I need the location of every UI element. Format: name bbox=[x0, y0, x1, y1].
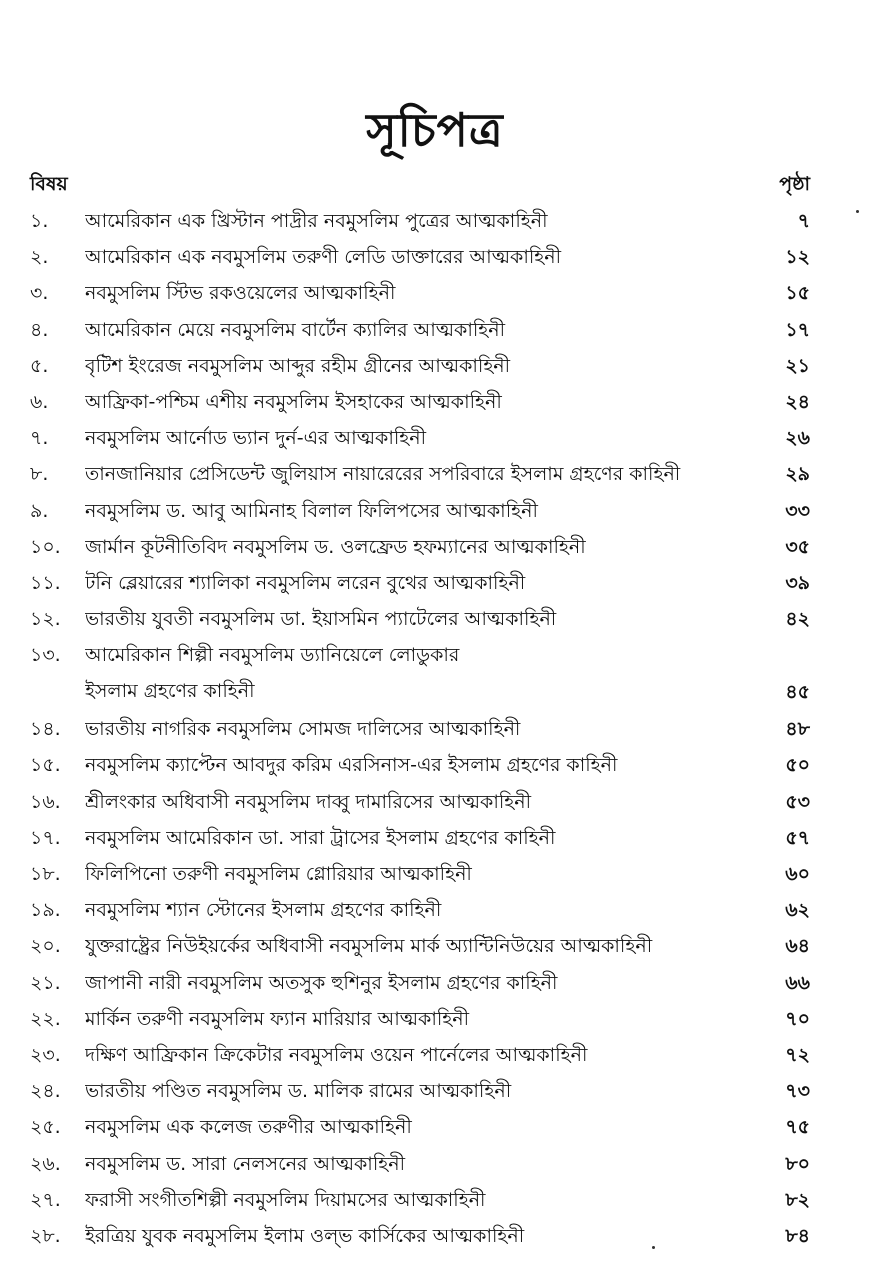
toc-entry bbox=[30, 565, 810, 601]
entry-title bbox=[85, 747, 755, 783]
entry-title-line: যুক্তরাষ্ট্রের নিউইয়র্কের অধিবাসী নবমুসলিম মার্ক অ্যান্টিনিউয়ের আত্মকাহিনী bbox=[85, 935, 653, 958]
entry-title-line: জাপানী নারী নবমুসলিম অতসুক হুশিনুর ইসলাম গ্রহণের কাহিনী bbox=[85, 971, 558, 994]
entry-page-number: ৫০ bbox=[785, 754, 810, 777]
toc-entry bbox=[30, 348, 810, 384]
entry-title bbox=[85, 965, 755, 1001]
toc-entry bbox=[30, 892, 810, 928]
entry-number: ২৫. bbox=[30, 1116, 61, 1139]
toc-entry bbox=[30, 493, 810, 529]
entry-title bbox=[85, 1182, 755, 1218]
entry-number: ১১. bbox=[30, 571, 61, 594]
toc-entry bbox=[30, 529, 810, 565]
entry-title-line: ভারতীয় নাগরিক নবমুসলিম সোমজ দালিসের আত্মকাহিনী bbox=[85, 718, 521, 741]
entry-title-line: ফরাসী সংগীতশিল্পী নবমুসলিম দিয়ামসের আত্মকাহিনী bbox=[85, 1188, 486, 1211]
entry-title bbox=[85, 711, 755, 747]
entry-page-number: ৪৫ bbox=[785, 681, 810, 704]
entry-title-line: ফিলিপিনো তরুণী নবমুসলিম গ্লোরিয়ার আত্মকাহিনী bbox=[85, 863, 472, 885]
subject-column-label: বিষয় bbox=[30, 173, 68, 195]
entry-number: ৮. bbox=[30, 463, 49, 486]
entry-page-number: ৫৭ bbox=[785, 826, 810, 849]
toc-entry bbox=[30, 784, 810, 820]
entry-number: ১৭. bbox=[30, 826, 61, 849]
toc-entry bbox=[30, 239, 810, 275]
page-column-label: পৃষ্ঠা bbox=[779, 173, 810, 195]
entry-page-number: ৭২ bbox=[785, 1043, 810, 1066]
entry-title bbox=[85, 856, 755, 892]
toc-header bbox=[30, 170, 810, 202]
entry-title bbox=[85, 1146, 755, 1182]
toc-entry bbox=[30, 1218, 810, 1254]
entry-title bbox=[85, 892, 755, 928]
entry-page-number: ৬২ bbox=[785, 899, 810, 922]
entry-number: ৪. bbox=[30, 318, 49, 341]
entry-title bbox=[85, 1109, 755, 1145]
entry-page-number: ৬৪ bbox=[785, 935, 810, 958]
entry-number: ২৭. bbox=[30, 1188, 61, 1211]
toc-entry bbox=[30, 203, 810, 239]
entry-number: ২৩. bbox=[30, 1043, 61, 1066]
entry-title bbox=[85, 239, 755, 275]
entry-number: ৭. bbox=[30, 427, 49, 450]
entry-title-line: নবমুসলিম আমেরিকান ডা. সারা ট্রাসের ইসলাম গ্রহণের কাহিনী bbox=[85, 826, 556, 849]
toc-entry bbox=[30, 275, 810, 311]
scan-speck bbox=[652, 1246, 655, 1249]
entry-page-number: ৩৫ bbox=[785, 535, 810, 558]
toc-entry bbox=[30, 1182, 810, 1218]
entry-page-number: ৬০ bbox=[785, 863, 810, 885]
entry-title bbox=[85, 928, 755, 964]
entry-title-line: আমেরিকান এক নবমুসলিম তরুণী লেডি ডাক্তারের আত্মকাহিনী bbox=[85, 246, 562, 269]
entry-title-line: জার্মান কূটনীতিবিদ নবমুসলিম ড. ওলফ্রেড হফম্যানের আত্মকাহিনী bbox=[85, 535, 586, 558]
toc-entry bbox=[30, 1037, 810, 1073]
entry-title-line: নবমুসলিম ড. আবু আমিনাহ বিলাল ফিলিপসের আত্মকাহিনী bbox=[85, 499, 538, 522]
entry-title-line: নবমুসলিম এক কলেজ তরুণীর আত্মকাহিনী bbox=[85, 1116, 412, 1139]
entry-title bbox=[85, 529, 755, 565]
entry-number: ১৪. bbox=[30, 718, 61, 741]
toc-entry bbox=[30, 420, 810, 456]
entry-number: ৫. bbox=[30, 354, 49, 377]
entry-page-number: ৮২ bbox=[785, 1188, 810, 1211]
entry-title bbox=[85, 384, 755, 420]
entry-title bbox=[85, 456, 755, 492]
entry-page-number: ৮০ bbox=[785, 1152, 810, 1175]
entry-page-number: ৭৫ bbox=[785, 1116, 810, 1139]
entry-page-number: ৪২ bbox=[785, 608, 810, 631]
entry-title-line: দক্ষিণ আফ্রিকান ক্রিকেটার নবমুসলিম ওয়েন পার্নেলের আত্মকাহিনী bbox=[85, 1043, 588, 1066]
toc-entry bbox=[30, 456, 810, 492]
toc-entry bbox=[30, 856, 810, 892]
entry-page-number: ৭০ bbox=[785, 1007, 810, 1030]
entry-title-line: তানজানিয়ার প্রেসিডেন্ট জুলিয়াস নায়ারেরের সপরিবারে ইসলাম গ্রহণের কাহিনী bbox=[85, 463, 681, 486]
entry-page-number: ২১ bbox=[785, 354, 810, 377]
entry-title-line: আমেরিকান শিল্পী নবমুসলিম ড্যানিয়েলে লোডুকার bbox=[85, 644, 460, 667]
toc-entry bbox=[30, 965, 810, 1001]
table-of-contents bbox=[30, 203, 810, 1254]
entry-number: ২২. bbox=[30, 1007, 61, 1030]
entry-title-line: নবমুসলিম ক্যাপ্টেন আবদুর করিম এরসিনাস-এর ইসলাম গ্রহণের কাহিনী bbox=[85, 754, 618, 777]
entry-page-number: ৪৮ bbox=[785, 718, 810, 741]
entry-title-line: নবমুসলিম স্টিভ রকওয়েলের আত্মকাহিনী bbox=[85, 282, 396, 305]
entry-number: ২৪. bbox=[30, 1080, 61, 1103]
entry-title-line: নবমুসলিম ড. সারা নেলসনের আত্মকাহিনী bbox=[85, 1152, 406, 1175]
entry-number: ২১. bbox=[30, 971, 61, 994]
toc-entry bbox=[30, 711, 810, 747]
entry-title-line: ভারতীয় যুবতী নবমুসলিম ডা. ইয়াসমিন প্যাটেলের আত্মকাহিনী bbox=[85, 608, 557, 631]
entry-page-number: ২৬ bbox=[785, 427, 810, 450]
entry-page-number: ৬৬ bbox=[785, 971, 810, 994]
entry-number: ১০. bbox=[30, 535, 61, 558]
entry-page-number: ১২ bbox=[785, 246, 810, 269]
entry-page-number: ৭৩ bbox=[785, 1080, 810, 1103]
toc-entry bbox=[30, 312, 810, 348]
toc-entry bbox=[30, 1001, 810, 1037]
entry-title bbox=[85, 637, 755, 709]
entry-title bbox=[85, 493, 755, 529]
entry-title-line: বৃটিশ ইংরেজ নবমুসলিম আব্দুর রহীম গ্রীনের আত্মকাহিনী bbox=[85, 354, 511, 377]
entry-title-line: টনি ব্লেয়ারের শ্যালিকা নবমুসলিম লরেন বুথের আত্মকাহিনী bbox=[85, 571, 526, 594]
entry-number: ১৯. bbox=[30, 899, 61, 922]
entry-number: ৯. bbox=[30, 499, 49, 522]
entry-number: ৬. bbox=[30, 390, 49, 413]
entry-page-number: ১৫ bbox=[785, 282, 810, 305]
entry-title-line: ইরত্রিয় যুবক নবমুসলিম ইলাম ওল্ভ কার্সিকের আত্মকাহিনী bbox=[85, 1224, 525, 1247]
entry-number: ২৬. bbox=[30, 1152, 61, 1175]
entry-title bbox=[85, 203, 755, 239]
entry-page-number: ১৭ bbox=[785, 318, 810, 341]
entry-number: ৩. bbox=[30, 282, 49, 305]
toc-entry bbox=[30, 747, 810, 783]
entry-title bbox=[85, 784, 755, 820]
entry-number: ২. bbox=[30, 246, 49, 269]
entry-title-line: মার্কিন তরুণী নবমুসলিম ফ্যান মারিয়ার আত্মকাহিনী bbox=[85, 1007, 470, 1030]
entry-title-line: ভারতীয় পণ্ডিত নবমুসলিম ড. মালিক রামের আত্মকাহিনী bbox=[85, 1080, 512, 1103]
entry-page-number: ৮৪ bbox=[785, 1224, 810, 1247]
entry-title bbox=[85, 565, 755, 601]
entry-title-line: আমেরিকান মেয়ে নবমুসলিম বার্টেন ক্যালির আত্মকাহিনী bbox=[85, 318, 506, 341]
entry-title bbox=[85, 1001, 755, 1037]
toc-entry bbox=[30, 1109, 810, 1145]
scan-speck bbox=[856, 210, 859, 213]
entry-number: ১৬. bbox=[30, 790, 61, 813]
entry-page-number: ২৯ bbox=[785, 463, 810, 486]
page-title: সূচিপত্র bbox=[366, 103, 504, 157]
toc-entry bbox=[30, 928, 810, 964]
entry-title bbox=[85, 820, 755, 856]
toc-entry bbox=[30, 1146, 810, 1182]
entry-number: ২০. bbox=[30, 935, 61, 958]
toc-entry bbox=[30, 601, 810, 637]
entry-title bbox=[85, 1073, 755, 1109]
entry-number: ১. bbox=[30, 210, 49, 232]
entry-title-line: আফ্রিকা-পশ্চিম এশীয় নবমুসলিম ইসহাকের আত্মকাহিনী bbox=[85, 390, 502, 413]
entry-title-line: ইসলাম গ্রহণের কাহিনী bbox=[85, 680, 255, 703]
entry-page-number: ২৪ bbox=[785, 390, 810, 413]
entry-title bbox=[85, 1037, 755, 1073]
entry-page-number: ৫৩ bbox=[785, 790, 810, 813]
entry-number: ১৮. bbox=[30, 863, 61, 885]
entry-title bbox=[85, 420, 755, 456]
toc-entry bbox=[30, 637, 810, 711]
entry-title bbox=[85, 275, 755, 311]
entry-number: ১৩. bbox=[30, 644, 61, 667]
entry-title bbox=[85, 348, 755, 384]
entry-title bbox=[85, 601, 755, 637]
entry-title-line: শ্রীলংকার অধিবাসী নবমুসলিম দাব্বু দামারিসের আত্মকাহিনী bbox=[85, 790, 532, 813]
entry-page-number: ৩৯ bbox=[785, 571, 810, 594]
entry-page-number: ৭ bbox=[797, 210, 810, 232]
entry-title-line: আমেরিকান এক খ্রিস্টান পাদ্রীর নবমুসলিম পুত্রের আত্মকাহিনী bbox=[85, 210, 548, 232]
entry-title-line: নবমুসলিম আর্নোড ভ্যান দুর্ন-এর আত্মকাহিনী bbox=[85, 427, 427, 450]
entry-number: ২৮. bbox=[30, 1224, 61, 1247]
entry-page-number: ৩৩ bbox=[785, 499, 810, 522]
entry-number: ১২. bbox=[30, 608, 61, 631]
entry-number: ১৫. bbox=[30, 754, 61, 777]
entry-title bbox=[85, 312, 755, 348]
toc-entry bbox=[30, 1073, 810, 1109]
toc-entry bbox=[30, 820, 810, 856]
entry-title-line: নবমুসলিম শ্যান স্টোনের ইসলাম গ্রহণের কাহিনী bbox=[85, 899, 442, 922]
toc-entry bbox=[30, 384, 810, 420]
